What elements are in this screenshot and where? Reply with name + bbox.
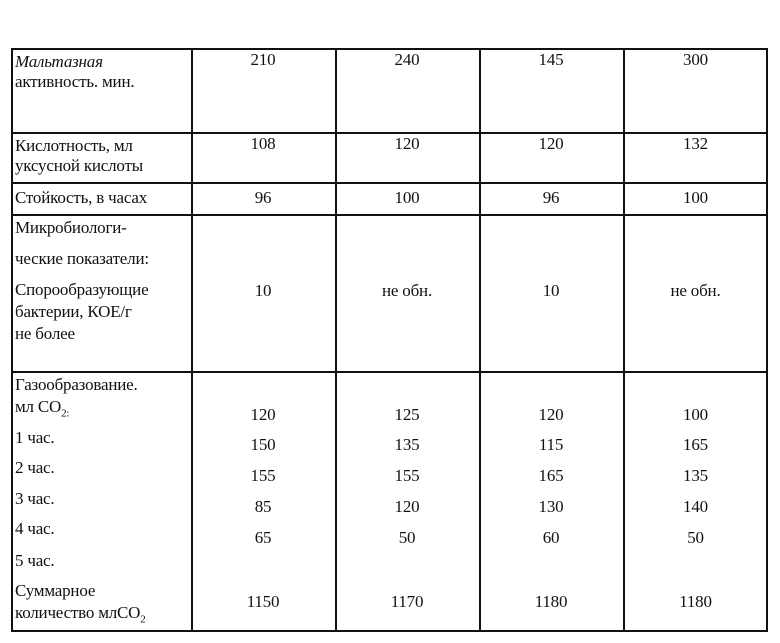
table-cell: 120: [394, 134, 420, 153]
hour-label: 1 час.: [15, 428, 55, 447]
table-cell: 240: [394, 50, 420, 69]
table-cell: 60: [542, 528, 560, 547]
table-cell: 135: [683, 466, 708, 485]
table-cell-total: 1180: [534, 592, 568, 611]
table-cell: 300: [683, 50, 708, 69]
row-label: не более: [15, 324, 75, 343]
row-label-total: количество млСО$_2$: [15, 603, 146, 626]
table-cell: 50: [687, 528, 704, 547]
table-cell: 140: [683, 497, 708, 516]
table-cell: 10: [542, 281, 560, 300]
row-label: Кислотность, мл: [15, 136, 133, 155]
table-cell: 120: [538, 134, 564, 153]
table-cell: 50: [398, 528, 416, 547]
row-divider: [11, 182, 768, 184]
table-cell: 132: [683, 134, 708, 153]
table-cell: 115: [538, 435, 564, 454]
row-label: Спорообразующие: [15, 280, 149, 299]
table-cell: 120: [250, 405, 276, 424]
table-cell: 108: [250, 134, 276, 153]
row-label: Стойкость, в часах: [15, 188, 148, 207]
row-label: ческие показатели:: [15, 249, 149, 268]
hour-label: 5 час.: [15, 551, 55, 570]
table-cell: 100: [394, 188, 420, 207]
row-label: Мальтазная: [15, 52, 103, 71]
row-label: уксусной кислоты: [15, 156, 143, 175]
table-cell: 96: [254, 188, 272, 207]
hour-label: 2 час.: [15, 458, 55, 477]
table-cell: 100: [683, 188, 708, 207]
row-label: Суммарное: [15, 581, 96, 600]
row-label: Газообразование.: [15, 375, 138, 394]
row-label: бактерии, КОЕ/г: [15, 302, 132, 321]
table-cell-total: 1150: [246, 592, 280, 611]
table-cell: не обн.: [382, 281, 432, 300]
table-cell-total: 1180: [679, 592, 712, 611]
table-cell-total: 1170: [390, 592, 424, 611]
table-cell: 120: [538, 405, 564, 424]
table-cell: 100: [683, 405, 708, 424]
table-cell: 155: [394, 466, 420, 485]
table-border-bottom: [11, 630, 768, 632]
hour-label: 4 час.: [15, 519, 55, 538]
table-cell: 165: [683, 435, 708, 454]
table-cell: 10: [254, 281, 272, 300]
table-border-left: [11, 48, 13, 632]
table-cell: 130: [538, 497, 564, 516]
table-cell: 135: [394, 435, 420, 454]
table-cell: 65: [254, 528, 272, 547]
table-cell: 85: [254, 497, 272, 516]
row-divider: [11, 371, 768, 373]
hour-label: 3 час.: [15, 489, 55, 508]
table-cell: 120: [394, 497, 420, 516]
row-label: Микробиологи-: [15, 218, 127, 237]
table-cell: 96: [542, 188, 560, 207]
data-table: [11, 48, 768, 632]
table-cell: 145: [538, 50, 564, 69]
table-cell: 165: [538, 466, 564, 485]
table-cell: 155: [250, 466, 276, 485]
row-label: активность. мин.: [15, 72, 135, 91]
table-cell: 125: [394, 405, 420, 424]
table-cell: не обн.: [670, 281, 721, 300]
row-divider: [11, 214, 768, 216]
table-cell: 210: [250, 50, 276, 69]
table-cell: 150: [250, 435, 276, 454]
row-label-unit: мл $СО_{2:}$: [15, 397, 70, 420]
